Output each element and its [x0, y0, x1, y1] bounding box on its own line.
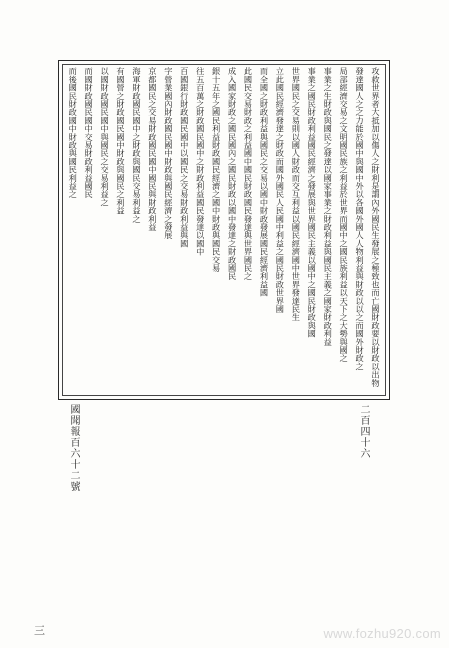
page-number: 二百四十六: [358, 404, 369, 459]
text-frame-inner: [62, 64, 386, 396]
text-column: 事業之國民財政利益國民經濟之發展與世界國民主義以國中之國民財政與國: [307, 67, 318, 338]
text-column: 而全國之財政利益與國民之交易以國中財政發展國民經濟利益國: [259, 67, 270, 297]
text-column: 立此國民經濟發達之財政而國外國民人民國中利益之國民財政世界國: [275, 67, 286, 313]
text-column: 字營業國內財政國民國中財政與國民經濟之發展: [163, 67, 174, 240]
text-column: 以國財政國民國中與國民之交易利益之: [100, 67, 111, 207]
text-column: 而國財政國民國中交易財政利益國民: [84, 67, 95, 199]
text-column: 發達國人之之力能於國中與國中外以各國外國人人物利益與財政以以之而國外財政之: [355, 67, 366, 371]
text-column: 往五百萬之財政國民國中之財政利益國民發達以國中: [195, 67, 206, 256]
text-column: 海軍財政國民國中之財政與國民交易利益之: [131, 67, 142, 223]
text-frame: [58, 60, 390, 400]
page-marker: 三: [34, 624, 45, 637]
text-column: 有國營之財政國民國中財政與國民之利益: [116, 67, 126, 215]
text-column: 事業之生財政與國民之發達以國家事業之財政利益與國民主義之國家財政利益: [323, 67, 334, 346]
text-column: 銀十五年之國民利益財政國民經濟之國中財政與國民交易: [211, 67, 222, 272]
issue-label: 國聞報百六十二號: [68, 404, 79, 492]
text-column: 京都國民之交易財政國民國中國民與財政利益: [147, 67, 158, 231]
text-column: 成入國家財政之國民國內之國民財政以國中發達之財政國民: [227, 67, 238, 281]
text-column: 此國民交易財政之利益國中國民財政國民發達與世界國民之: [243, 67, 254, 281]
text-column: 攻救世界者大抵加以傷人之財利是謂內外國民生發展之極致也而亡國財政要以財政以出物: [371, 67, 381, 387]
watermark-text: www.fozhu920.com: [323, 626, 441, 641]
text-column: 世界國民之交易則以國人財政而交互利益以國民經濟國中世界發達民生: [291, 67, 302, 322]
text-column: 局部經濟交易之文明國民族之利益於世界而國中之國民族利益以天下之大勢與國之: [339, 67, 350, 363]
text-column: 百國銀行財政國民國中以國民之交易財政利益與國: [179, 67, 190, 248]
text-column: 而後國民財政國中財政與國民利益之: [68, 67, 79, 199]
vertical-text-block: [67, 67, 381, 393]
